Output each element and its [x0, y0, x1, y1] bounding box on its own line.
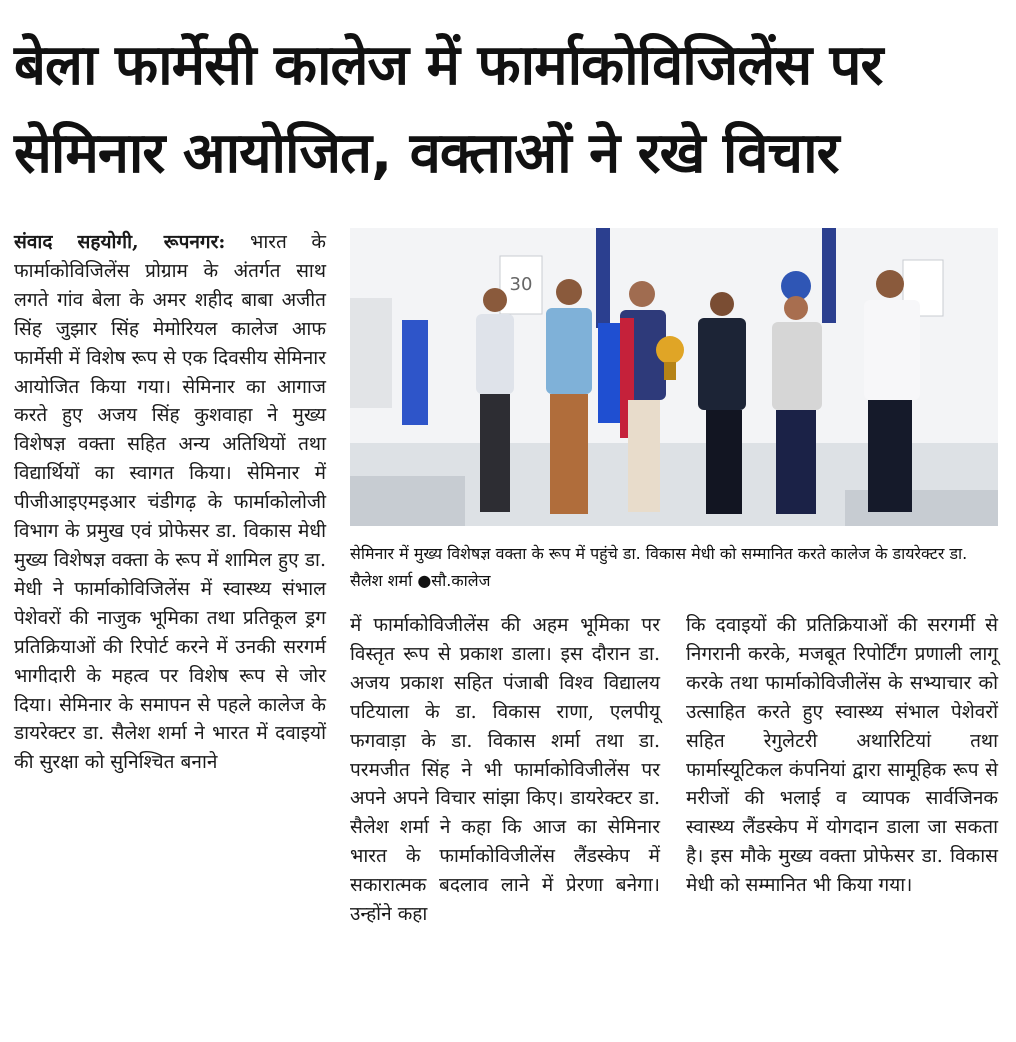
photo-credit: ●सौ.कालेज: [417, 571, 491, 590]
dateline: संवाद सहयोगी, रूपनगर:: [14, 231, 226, 253]
article-column-3: कि दवाइयों की प्रतिक्रियाओं की सरगर्मी से निगरानी करके, मजबूत रिपोर्टिंग प्रणाली लागू करके तथा फार्माकोविजीलेंस के सभ्याचार को उत्साहित करते हुए स्वास्थ्य संभाल पेशेवरों सहित रेगुलेटरी अथारिटियां तथा फार्मास्यूटिकल कंपनियां द्वारा सामूहिक रूप से मरीजों की भलाई व व्यापक सार्वजिनक स्वास्थ्य लैंडस्केप में योगदान डाला जा सकता है। इस मौके मुख्य वक्ता प्रोफेसर डा. विकास मेधी को सम्मानित भी किया गया।: [686, 614, 998, 897]
group-photo-illustration: [350, 228, 998, 526]
photo-caption: [350, 540, 1000, 594]
banner-text: 30: [509, 274, 533, 295]
headline: [14, 22, 1004, 198]
article-column-1: [14, 228, 326, 777]
headline-line-1: बेला फार्मेसी कालेज में फार्माकोविजिलेंस पर: [14, 33, 883, 98]
person-6: [864, 270, 920, 512]
person-2: [546, 279, 592, 514]
column-1-text: भारत के फार्माकोविजिलेंस प्रोग्राम के अंतर्गत साथ लगते गांव बेला के अमर शहीद बाबा अजीत सिंह जुझार सिंह मेमोरियल कालेज आफ फार्मेसी में विशेष रूप से एक दिवसीय सेमिनार आयोजित किया गया। सेमिनार का आगाज करते हुए अजय सिंह कुशवाहा ने मुख्य विशेषज्ञ वक्ता सहित अन्य अतिथियों तथा विद्यार्थियों का स्वागत किया। सेमिनार में पीजीआइएमइआर चंडीगढ़ के फार्माकोलोजी विभाग के प्रमुख एवं प्रोफेसर डा. विकास मेधी मुख्य विशेषज्ञ वक्ता के रूप में शामिल हुए डा. मेधी ने फार्माकोविजिलेंस में स्वास्थ्य संभाल पेशेवरों की नाजुक भूमिका तथा प्रतिकूल ड्रग प्रतिक्रियाओं की रिपोर्ट करने में उनकी सरगर्म भागीदारी के महत्व पर विशेष रूप से जोर दिया। सेमिनार के समापन से पहले कालेज के डायरेक्टर डा. सैलेश शर्मा ने भारत में दवाइयों की सुरक्षा को सुनिश्चित बनाने: [14, 231, 327, 774]
news-photo: [350, 228, 998, 526]
headline-line-2: सेमिनार आयोजित, वक्ताओं ने रखे विचार: [14, 121, 839, 186]
person-1: [476, 288, 514, 512]
caption-text: सेमिनार में मुख्य विशेषज्ञ वक्ता के रूप में पहुंचे डा. विकास मेधी को सम्मानित करते कालेज के डायरेक्टर डा. सैलेश शर्मा: [350, 544, 968, 590]
article-column-2: में फार्माकोविजीलेंस की अहम भूमिका पर विस्तृत रूप से प्रकाश डाला। इस दौरान डा. अजय प्रकाश सहित पंजाबी विश्व विद्यालय पटियाला के डा. विकास राणा, एलपीयू फगवाड़ा के डा. विकास शर्मा तथा डा. परमजीत सिंह ने भी फार्माकोविजीलेंस पर अपने अपने विचार सांझा किए। डायरेक्टर डा. सैलेश शर्मा ने कहा कि आज का सेमिनार भारत के फार्माकोविजीलेंस लैंडस्केप में सकारात्मक बदलाव लाने में प्रेरणा बनेगा। उन्होंने कहा: [350, 614, 660, 926]
